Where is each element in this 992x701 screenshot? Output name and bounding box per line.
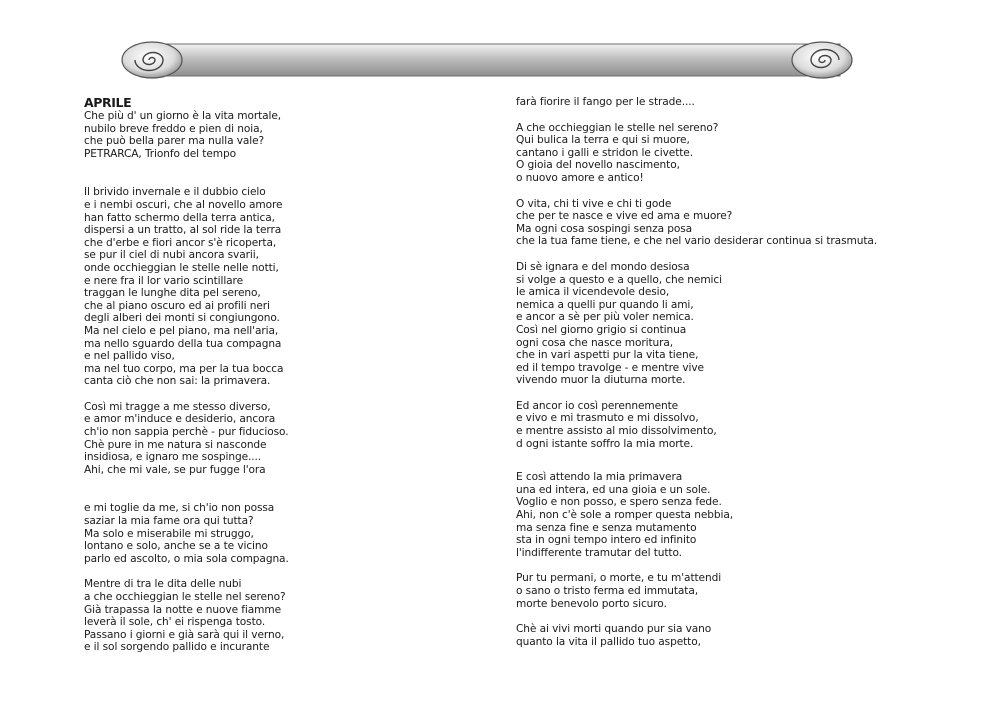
verse-line: o nuovo amore e antico!: [516, 171, 644, 184]
stanza-gap: [516, 610, 956, 623]
verse-line: Così mi tragge a me stesso diverso,: [84, 400, 271, 413]
verse-line: leverà il sole, ch' ei rispenga tosto.: [84, 616, 266, 629]
verse-line: ma senza fine e senza mutamento: [516, 521, 697, 534]
verse-line: o sano o tristo ferma ed immutata,: [516, 585, 699, 597]
stanza: [516, 400, 956, 450]
verse-line: che in vari aspetti pur la vita tiene,: [516, 349, 699, 362]
right-column: [516, 96, 956, 648]
verse-line: una ed intera, ed una gioia e un sole.: [516, 483, 711, 496]
verse-line: sta in ogni tempo intero ed infinito: [516, 534, 697, 547]
verse-line: che per te nasce e vive ed ama e muore?: [516, 210, 733, 223]
verse-line: ed il tempo travolge - e mentre vive: [516, 361, 704, 374]
stanza: [516, 96, 956, 109]
verse-line: che d'erbe e fiori ancor s'è ricoperta,: [84, 236, 277, 249]
stanza: [84, 401, 474, 477]
stanza-gap: [516, 109, 956, 122]
left-column: [84, 96, 474, 654]
verse-line: Che più d' un giorno è la vita mortale,: [84, 110, 282, 122]
verse-line: Ahi, che mi vale, se pur fugge l'ora: [84, 463, 266, 476]
verse-line: e mentre assisto al mio dissolvimento,: [516, 425, 717, 438]
verse-line: Il brivido invernale e il dubbio cielo: [84, 186, 266, 199]
stanza-gap: [516, 559, 956, 572]
stanza: [84, 578, 474, 654]
verse-line: nubilo breve freddo e pien di noia,: [84, 122, 263, 135]
stanza: [516, 122, 956, 185]
stanza: [516, 198, 956, 248]
decorative-scroll-banner: [120, 40, 866, 82]
stanza-gap: [516, 248, 956, 261]
verse-line: si volge a questo e a quello, che nemici: [516, 273, 722, 286]
verse-line: e mi toglie da me, si ch'io non possa: [84, 502, 275, 515]
stanza: [84, 186, 474, 388]
verse-line: Passano i giorni e già sarà qui il verno,: [84, 628, 285, 641]
verse-line: Mentre di tra le dita delle nubi: [84, 578, 242, 591]
verse-line: PETRARCA, Trionfo del tempo: [84, 147, 236, 160]
stanza-gap: [516, 185, 956, 198]
verse-line: insidiosa, e ignaro me sospinge....: [84, 451, 262, 464]
verse-line: A che occhieggian le stelle nel sereno?: [516, 121, 719, 134]
verse-line: e nel pallido viso,: [84, 350, 175, 363]
verse-line: Così nel giorno grigio si continua: [516, 323, 687, 336]
verse-line: che la tua fame tiene, e che nel vario desiderar continua si trasmuta.: [516, 235, 878, 248]
verse-line: Già trapassa la notte e nuove fiamme: [84, 603, 281, 616]
scroll-banner-graphic: [120, 40, 866, 82]
verse-line: parlo ed ascolto, o mia sola compagna.: [84, 552, 289, 565]
stanza-gap: [84, 565, 474, 578]
verse-line: Ma solo e miserabile mi struggo,: [84, 527, 254, 540]
verse-line: Ma nel cielo e pel piano, ma nell'aria,: [84, 324, 279, 337]
right-stanzas: [516, 96, 956, 648]
verse-line: Voglio e non posso, e spero senza fede.: [516, 496, 722, 509]
stanza-gap: [84, 160, 474, 186]
verse-line: lontano e solo, anche se a te vicino: [84, 540, 268, 553]
verse-line: canta ciò che non sai: la primavera.: [84, 375, 271, 388]
verse-line: E così attendo la mia primavera: [516, 471, 683, 484]
verse-line: han fatto schermo della terra antica,: [84, 211, 275, 224]
verse-line: e nere fra il lor vario scintillare: [84, 274, 243, 287]
verse-line: l'indifferente tramutar del tutto.: [516, 546, 682, 559]
verse-line: Ma ogni cosa sospingi senza posa: [516, 222, 693, 235]
verse-line: Chè ai vivi morti quando pur sia vano: [516, 623, 712, 636]
stanza: [516, 471, 956, 559]
verse-line: degli alberi dei monti si congiungono.: [84, 312, 280, 325]
verse-line: che può bella parer ma nulla vale?: [84, 135, 265, 148]
stanza: [516, 572, 956, 610]
stanza: [84, 502, 474, 565]
verse-line: nemica a quelli pur quando li ami,: [516, 298, 694, 311]
verse-line: Ed ancor io così perennemente: [516, 399, 679, 412]
stanza-gap: [516, 387, 956, 400]
verse-line: e amor m'induce e desiderio, ancora: [84, 413, 276, 426]
stanza-gap: [84, 476, 474, 502]
verse-line: morte benevolo porto sicuro.: [516, 597, 667, 610]
verse-line: e i nembi oscuri, che al novello amore: [84, 198, 283, 211]
verse-line: quanto la vita il pallido tuo aspetto,: [516, 635, 701, 648]
stanza: [516, 261, 956, 387]
stanza-gap: [84, 388, 474, 401]
verse-line: saziar la mia fame ora qui tutta?: [84, 515, 254, 528]
verse-line: vivendo muor la diuturna morte.: [516, 374, 686, 387]
verse-line: Qui bulica la terra e qui si muore,: [516, 134, 690, 147]
verse-line: ch'io non sappia perchè - pur fiducioso.: [84, 426, 289, 439]
verse-line: se pur il ciel di nubi ancora svarii,: [84, 249, 259, 262]
verse-line: e il sol sorgendo pallido e incurante: [84, 641, 270, 654]
verse-line: e ancor a sè per più voler nemica.: [516, 311, 694, 324]
verse-line: O gioia del novello nascimento,: [516, 159, 680, 172]
verse-line: Di sè ignara e del mondo desiosa: [516, 260, 690, 273]
verse-line: onde occhieggian le stelle nelle notti,: [84, 261, 279, 274]
verse-line: ma nel tuo corpo, ma per la tua bocca: [84, 362, 284, 375]
verse-line: traggan le lunghe dita pel sereno,: [84, 287, 261, 300]
stanza-gap: [516, 450, 956, 471]
verse-line: ma nello sguardo della tua compagna: [84, 337, 282, 350]
verse-line: dispersi a un tratto, al sol ride la terra: [84, 224, 282, 237]
stanza: [516, 623, 956, 648]
verse-line: e vivo e mi trasmuto e mi dissolvo,: [516, 412, 699, 425]
verse-line: Pur tu permani, o morte, e tu m'attendi: [516, 572, 722, 585]
verse-line: ogni cosa che nasce moritura,: [516, 336, 674, 349]
verse-line: farà fiorire il fango per le strade....: [516, 96, 695, 108]
verse-line: Ahi, non c'è sole a romper questa nebbia,: [516, 509, 733, 522]
verse-line: che al piano oscuro ed ai profili neri: [84, 299, 270, 312]
verse-line: d ogni istante soffro la mia morte.: [516, 437, 694, 450]
verse-line: a che occhieggian le stelle nel sereno?: [84, 591, 286, 603]
poem-title: APRILE: [84, 95, 132, 110]
verse-line: O vita, chi ti vive e chi ti gode: [516, 197, 672, 210]
verse-line: Chè pure in me natura si nasconde: [84, 438, 267, 451]
verse-line: le amica il vicendevole desio,: [516, 286, 670, 299]
verse-line: cantano i galli e stridon le civette.: [516, 146, 693, 159]
stanza: [84, 110, 474, 160]
left-stanzas: [84, 110, 474, 654]
